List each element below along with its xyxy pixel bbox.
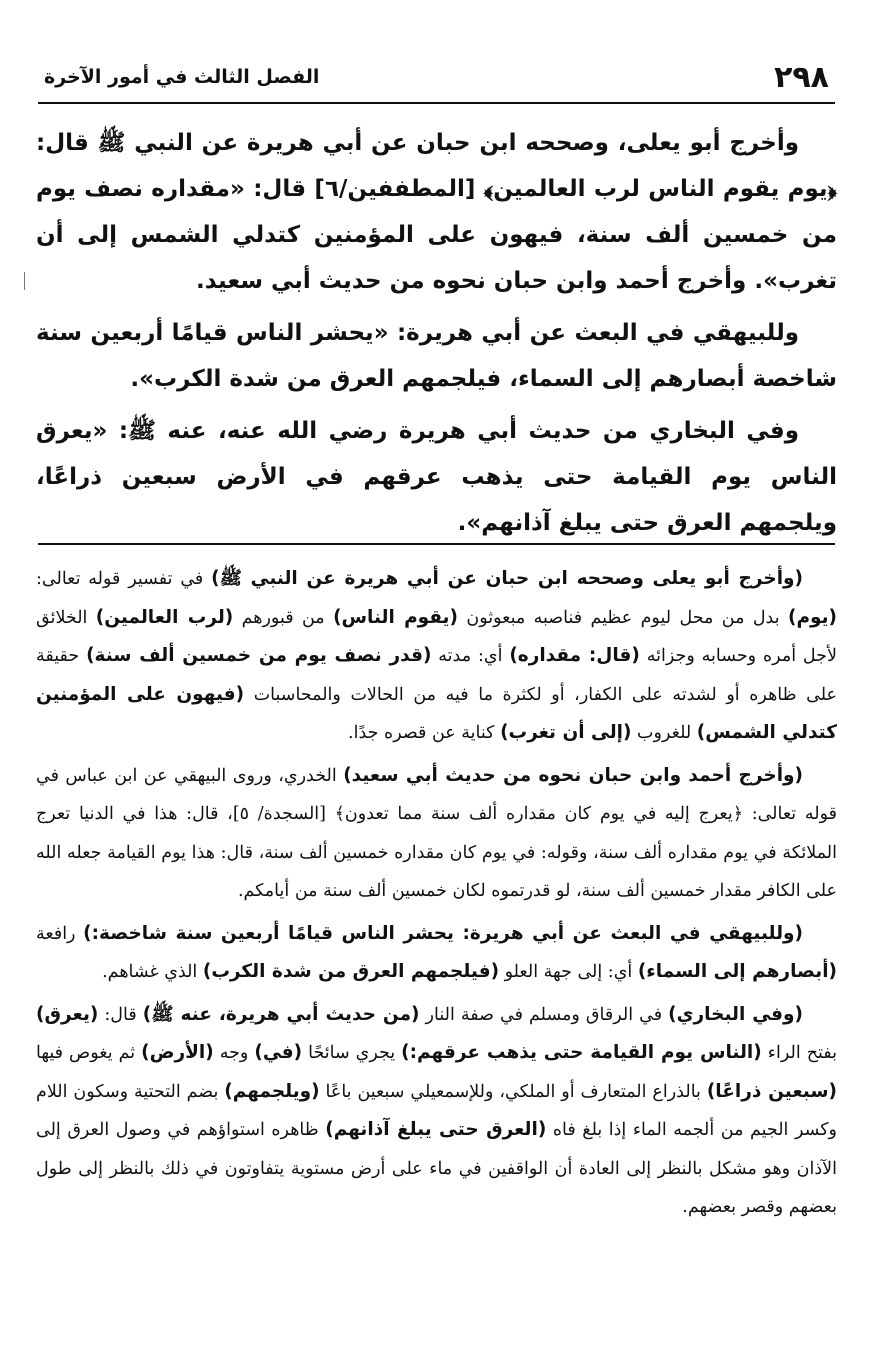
page-header — [38, 50, 835, 104]
commentary-paragraph-2 — [36, 757, 837, 911]
explanation-text: ظاهره استواؤهم في وصول العرق إلى الآذان وهو مشكل بالنظر إلى العادة أن الواقفين في ماء على أرض مستوية يتفاوتون في ذلك بالنظر إلى طول بعضهم وقصر بعضهم. — [36, 1120, 837, 1217]
quoted-text: (من حديث أبي هريرة، عنه ﷺ) — [142, 1003, 420, 1025]
quoted-text: (وأخرج أحمد وابن حبان نحوه من حديث أبي سعيد) — [343, 764, 803, 786]
explanation-text: أي: إلى جهة العلو — [499, 962, 638, 982]
page-number: ٢٩٨ — [774, 60, 829, 95]
quoted-text: (وفي البخاري) — [668, 1003, 804, 1025]
quoted-text: (فيلجمهم العرق من شدة الكرب) — [202, 961, 500, 982]
quoted-text: (فيهون على المؤمنين كتدلي الشمس) — [36, 683, 837, 743]
commentary — [36, 560, 837, 1231]
explanation-text: بدل من محل ليوم عظيم فناصبه مبعوثون — [457, 607, 788, 628]
quoted-text: (أبصارهم إلى السماء) — [637, 961, 837, 982]
explanation-text: بفتح الراء — [761, 1043, 837, 1063]
explanation-text: قال: — [98, 1004, 143, 1025]
quoted-text: (ويلجمهم) — [224, 1080, 320, 1102]
main-paragraph-1: وأخرج أبو يعلى، وصححه ابن حبان عن أبي هريرة عن النبي ﷺ قال: ﴿يوم يقوم الناس لرب العالمين﴾ [المطففين/٦] قال: «مقداره نصف يوم من خمسين ألف سنة، فيهون على المؤمنين كتدلي الشمس إلى أن تغرب». وأخرج أحمد وابن حبان نحوه من حديث أبي سعيد. — [36, 130, 837, 294]
explanation-text: حقيقة على ظاهره أو لشدته على الكفار، أو لكثرة ما فيه من الحالات والمحاسبات — [36, 646, 837, 705]
explanation-text: للغروب — [631, 723, 697, 743]
explanation-text: الخلائق لأجل أمره وحسابه وجزائه — [36, 607, 837, 666]
quoted-text: (في) — [254, 1042, 303, 1063]
quoted-text: (يوم) — [787, 606, 837, 628]
explanation-text: كناية عن قصره جدًا. — [348, 723, 501, 743]
explanation-text: ثم يغوص فيها — [36, 1043, 142, 1063]
quoted-text: (لرب العالمين) — [95, 606, 234, 628]
quoted-text: (وللبيهقي في البعث عن أبي هريرة: يحشر الناس قيامًا أربعين سنة شاخصة:) — [83, 922, 803, 944]
quoted-text: (يقوم الناس) — [333, 606, 458, 628]
quoted-text: (سبعين ذراعًا) — [706, 1080, 837, 1102]
commentary-paragraph-3 — [36, 915, 837, 992]
explanation-text: في تفسير قوله تعالى: — [36, 569, 212, 589]
explanation-text: الذي غشاهم. — [102, 962, 203, 982]
main-paragraph-2: وللبيهقي في البعث عن أبي هريرة: «يحشر الناس قيامًا أربعين سنة شاخصة أبصارهم إلى السماء، فيلجمهم العرق من شدة الكرب». — [36, 320, 837, 392]
commentary-paragraph-1 — [36, 560, 837, 753]
main-paragraph-3: وفي البخاري من حديث أبي هريرة رضي الله عنه، عنه ﷺ: «يعرق الناس يوم القيامة حتى يذهب عرقهم في الأرض سبعين ذراعًا، ويلجمهم العرق حتى يبلغ آذانهم». — [36, 418, 837, 536]
quoted-text: (قدر نصف يوم من خمسين ألف سنة) — [86, 645, 432, 666]
quoted-text: (الناس يوم القيامة حتى يذهب عرقهم:) — [401, 1042, 762, 1063]
quoted-text: (قال: مقداره) — [509, 645, 640, 666]
explanation-text: بضم التحتية وسكون اللام وكسر الجيم من ألجمه الماء إذا بلغ فاه — [36, 1081, 837, 1140]
main-text — [36, 120, 837, 552]
commentary-paragraph-4 — [36, 996, 837, 1227]
explanation-text: أي: مدته — [431, 646, 510, 666]
quoted-text: (وأخرج أبو يعلى وصححه ابن حبان عن أبي هريرة عن النبي ﷺ) — [211, 568, 803, 589]
explanation-text: في الرقاق ومسلم في صفة النار — [419, 1004, 669, 1025]
quoted-text: (العرق حتى يبلغ آذانهم) — [325, 1119, 547, 1140]
running-title: الفصل الثالث في أمور الآخرة — [44, 66, 320, 88]
explanation-text: وجه — [213, 1043, 255, 1063]
quoted-text: (يعرق) — [36, 1003, 99, 1025]
quoted-text: (إلى أن تغرب) — [500, 722, 632, 743]
explanation-text: من قبورهم — [233, 607, 334, 628]
quoted-text: (الأرض) — [141, 1042, 214, 1063]
explanation-text: يجري سائحًا — [302, 1043, 402, 1063]
margin-mark — [24, 272, 25, 290]
footnote-divider — [38, 543, 835, 545]
explanation-text: بالذراع المتعارف أو الملكي، وللإسمعيلي سبعين باعًا — [319, 1081, 707, 1102]
explanation-text: رافعة — [36, 923, 84, 944]
explanation-text: الخدري، وروى البيهقي عن ابن عباس في قوله تعالى: ﴿يعرج إليه في يوم كان مقداره ألف سنة مما تعدون﴾ [السجدة/ ٥]، قال: هذا في الدنيا تعرج الملائكة في يوم مقداره ألف سنة، وقوله: في يوم كان مقداره خمسين ألف سنة، قال: هذا يوم القيامة جعله الله على الكافر مقدار خمسين ألف سنة، لو قدرتموه لكان خمسين ألف سنة من أيامكم. — [36, 765, 837, 901]
